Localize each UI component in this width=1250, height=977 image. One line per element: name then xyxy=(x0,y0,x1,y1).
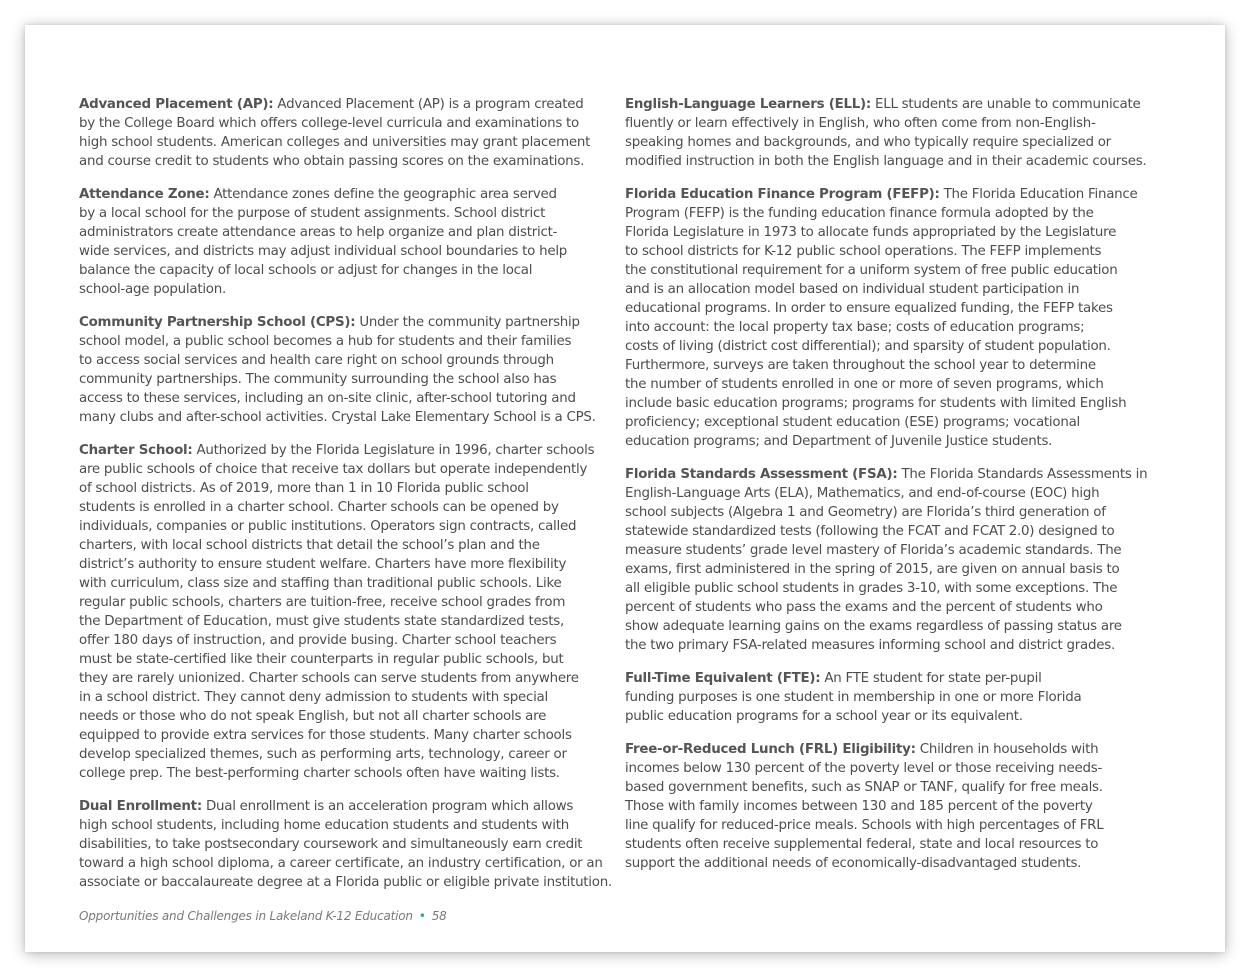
right-column xyxy=(625,95,1153,887)
glossary-term: Full-Time Equivalent (FTE): xyxy=(625,671,821,686)
entry-line: in a school district. They cannot deny admission to students with special xyxy=(79,690,548,705)
entry-line: support the additional needs of economically-disadvantaged students. xyxy=(625,856,1082,871)
entry-line: school subjects (Algebra 1 and Geometry) are Florida’s third generation of xyxy=(625,505,1106,520)
glossary-entry xyxy=(79,313,607,427)
glossary-term: Free-or-Reduced Lunch (FRL) Eligibility: xyxy=(625,742,916,757)
entry-line xyxy=(79,797,607,816)
entry-line xyxy=(625,669,1153,688)
entry-line: balance the capacity of local schools or adjust for changes in the local xyxy=(79,263,533,278)
entry-line: to access social services and health care right on school grounds through xyxy=(79,353,554,368)
definition-text: The Florida Standards Assessments in xyxy=(897,467,1148,482)
entry-line: by the College Board which offers college-level curricula and examinations to xyxy=(79,116,579,131)
entry-line: percent of students who pass the exams and the percent of students who xyxy=(625,600,1103,615)
entry-line: costs of living (district cost differential); and sparsity of student population. xyxy=(625,339,1111,354)
page-footer xyxy=(79,909,447,923)
glossary-term: Florida Education Finance Program (FEFP): xyxy=(625,187,940,202)
entry-line: educational programs. In order to ensure equalized funding, the FEFP takes xyxy=(625,301,1113,316)
entry-line: high school students, including home education students and students with xyxy=(79,818,569,833)
entry-line: administrators create attendance areas to help organize and plan district- xyxy=(79,225,558,240)
page-number: 58 xyxy=(431,909,447,923)
entry-line: access to these services, including an on-site clinic, after-school tutoring and xyxy=(79,391,576,406)
entry-line: many clubs and after-school activities. Crystal Lake Elementary School is a CPS. xyxy=(79,410,596,425)
entry-line xyxy=(625,465,1153,484)
entry-line xyxy=(625,740,1153,759)
definition-text: Advanced Placement (AP) is a program created xyxy=(273,97,584,112)
definition-text: ELL students are unable to communicate xyxy=(871,97,1141,112)
entry-line: with curriculum, class size and staffing than traditional public schools. Like xyxy=(79,576,562,591)
entry-line: proficiency; exceptional student education (ESE) programs; vocational xyxy=(625,415,1081,430)
glossary-term: Florida Standards Assessment (FSA): xyxy=(625,467,898,482)
glossary-term: English-Language Learners (ELL): xyxy=(625,97,872,112)
entry-line: are public schools of choice that receive tax dollars but operate independently xyxy=(79,462,588,477)
entry-line: equipped to provide extra services for those students. Many charter schools xyxy=(79,728,572,743)
entry-line: associate or baccalaureate degree at a Florida public or eligible private institution. xyxy=(79,875,612,890)
entry-line: community partnerships. The community surrounding the school also has xyxy=(79,372,557,387)
definition-text: Authorized by the Florida Legislature in 1996, charter schools xyxy=(192,443,595,458)
entry-line: measure students’ grade level mastery of Florida’s academic standards. The xyxy=(625,543,1122,558)
entry-line: the two primary FSA-related measures informing school and district grades. xyxy=(625,638,1115,653)
glossary-entry xyxy=(625,740,1153,873)
glossary-entry xyxy=(79,797,612,892)
entry-line: Program (FEFP) is the funding education finance formula adopted by the xyxy=(625,206,1094,221)
entry-line: into account: the local property tax base; costs of education programs; xyxy=(625,320,1085,335)
entry-line: based government benefits, such as SNAP or TANF, qualify for free meals. xyxy=(625,780,1103,795)
entry-line: the constitutional requirement for a uniform system of free public education xyxy=(625,263,1118,278)
entry-line: district’s authority to ensure student welfare. Charters have more flexibility xyxy=(79,557,567,572)
entry-line: school-age population. xyxy=(79,282,226,297)
definition-text: Dual enrollment is an acceleration program which allows xyxy=(201,799,574,814)
entry-line: the Department of Education, must give students state standardized tests, xyxy=(79,614,564,629)
footer-bullet-icon: • xyxy=(418,909,426,923)
entry-line: regular public schools, charters are tuition-free, receive school grades from xyxy=(79,595,566,610)
entry-line: students often receive supplemental federal, state and local resources to xyxy=(625,837,1099,852)
entry-line: Florida Legislature in 1973 to allocate funds appropriated by the Legislature xyxy=(625,225,1117,240)
glossary-entry xyxy=(79,185,607,299)
entry-line: line qualify for reduced-price meals. Schools with high percentages of FRL xyxy=(625,818,1104,833)
entry-line: college prep. The best-performing charter schools often have waiting lists. xyxy=(79,766,560,781)
entry-line: fluently or learn effectively in English, who often come from non-English- xyxy=(625,116,1096,131)
entry-line xyxy=(79,313,607,332)
entry-line xyxy=(625,95,1153,114)
glossary-term: Dual Enrollment: xyxy=(79,799,202,814)
definition-text: Attendance zones define the geographic area served xyxy=(209,187,557,202)
footer-title: Opportunities and Challenges in Lakeland K-12 Education xyxy=(79,909,413,923)
entry-line: by a local school for the purpose of student assignments. School district xyxy=(79,206,546,221)
left-column xyxy=(79,95,612,906)
entry-line: they are rarely unionized. Charter schools can serve students from anywhere xyxy=(79,671,579,686)
entry-line xyxy=(79,95,607,114)
glossary-entry xyxy=(625,95,1153,171)
entry-line xyxy=(79,441,607,460)
entry-line: incomes below 130 percent of the poverty level or those receiving needs- xyxy=(625,761,1103,776)
glossary-term: Charter School: xyxy=(79,443,193,458)
entry-line: public education programs for a school year or its equivalent. xyxy=(625,709,1023,724)
glossary-term: Advanced Placement (AP): xyxy=(79,97,274,112)
entry-line: modified instruction in both the English language and in their academic courses. xyxy=(625,154,1147,169)
definition-text: An FTE student for state per-pupil xyxy=(820,671,1042,686)
glossary-entry xyxy=(625,669,1153,726)
entry-line: and is an allocation model based on individual student participation in xyxy=(625,282,1080,297)
entry-line: English-Language Arts (ELA), Mathematics, and end-of-course (EOC) high xyxy=(625,486,1100,501)
entry-line xyxy=(625,185,1153,204)
entry-line: must be state-certified like their counterparts in regular public schools, but xyxy=(79,652,564,667)
entry-line: show adequate learning gains on the exams regardless of passing status are xyxy=(625,619,1122,634)
glossary-term: Attendance Zone: xyxy=(79,187,210,202)
entry-line: individuals, companies or public institutions. Operators sign contracts, called xyxy=(79,519,577,534)
entry-line: develop specialized themes, such as performing arts, technology, career or xyxy=(79,747,567,762)
glossary-entry xyxy=(625,465,1153,655)
entry-line: high school students. American colleges and universities may grant placement xyxy=(79,135,591,150)
entry-line: Those with family incomes between 130 and 185 percent of the poverty xyxy=(625,799,1093,814)
entry-line: funding purposes is one student in membership in one or more Florida xyxy=(625,690,1082,705)
document-page xyxy=(25,25,1225,952)
entry-line: of school districts. As of 2019, more than 1 in 10 Florida public school xyxy=(79,481,529,496)
entry-line: the number of students enrolled in one or more of seven programs, which xyxy=(625,377,1104,392)
definition-text: Children in households with xyxy=(915,742,1099,757)
entry-line: include basic education programs; programs for students with limited English xyxy=(625,396,1127,411)
entry-line xyxy=(79,185,607,204)
entry-line: toward a high school diploma, a career certificate, an industry certification, or an xyxy=(79,856,603,871)
entry-line: Furthermore, surveys are taken throughout the school year to determine xyxy=(625,358,1096,373)
glossary-entry xyxy=(79,441,607,783)
entry-line: charters, with local school districts that detail the school’s plan and the xyxy=(79,538,540,553)
entry-line: school model, a public school becomes a hub for students and their families xyxy=(79,334,572,349)
glossary-term: Community Partnership School (CPS): xyxy=(79,315,356,330)
entry-line: to school districts for K-12 public school operations. The FEFP implements xyxy=(625,244,1102,259)
entry-line: and course credit to students who obtain passing scores on the examinations. xyxy=(79,154,585,169)
entry-line: disabilities, to take postsecondary coursework and simultaneously earn credit xyxy=(79,837,583,852)
entry-line: students is enrolled in a charter school. Charter schools can be opened by xyxy=(79,500,559,515)
entry-line: speaking homes and backgrounds, and who typically require specialized or xyxy=(625,135,1111,150)
entry-line: offer 180 days of instruction, and provide busing. Charter school teachers xyxy=(79,633,557,648)
glossary-entry xyxy=(625,185,1153,451)
entry-line: statewide standardized tests (following the FCAT and FCAT 2.0) designed to xyxy=(625,524,1115,539)
entry-line: needs or those who do not speak English, but not all charter schools are xyxy=(79,709,547,724)
entry-line: wide services, and districts may adjust individual school boundaries to help xyxy=(79,244,568,259)
definition-text: The Florida Education Finance xyxy=(939,187,1138,202)
definition-text: Under the community partnership xyxy=(355,315,580,330)
entry-line: education programs; and Department of Juvenile Justice students. xyxy=(625,434,1053,449)
entry-line: all eligible public school students in grades 3-10, with some exceptions. The xyxy=(625,581,1118,596)
glossary-entry xyxy=(79,95,607,171)
entry-line: exams, first administered in the spring of 2015, are given on annual basis to xyxy=(625,562,1120,577)
